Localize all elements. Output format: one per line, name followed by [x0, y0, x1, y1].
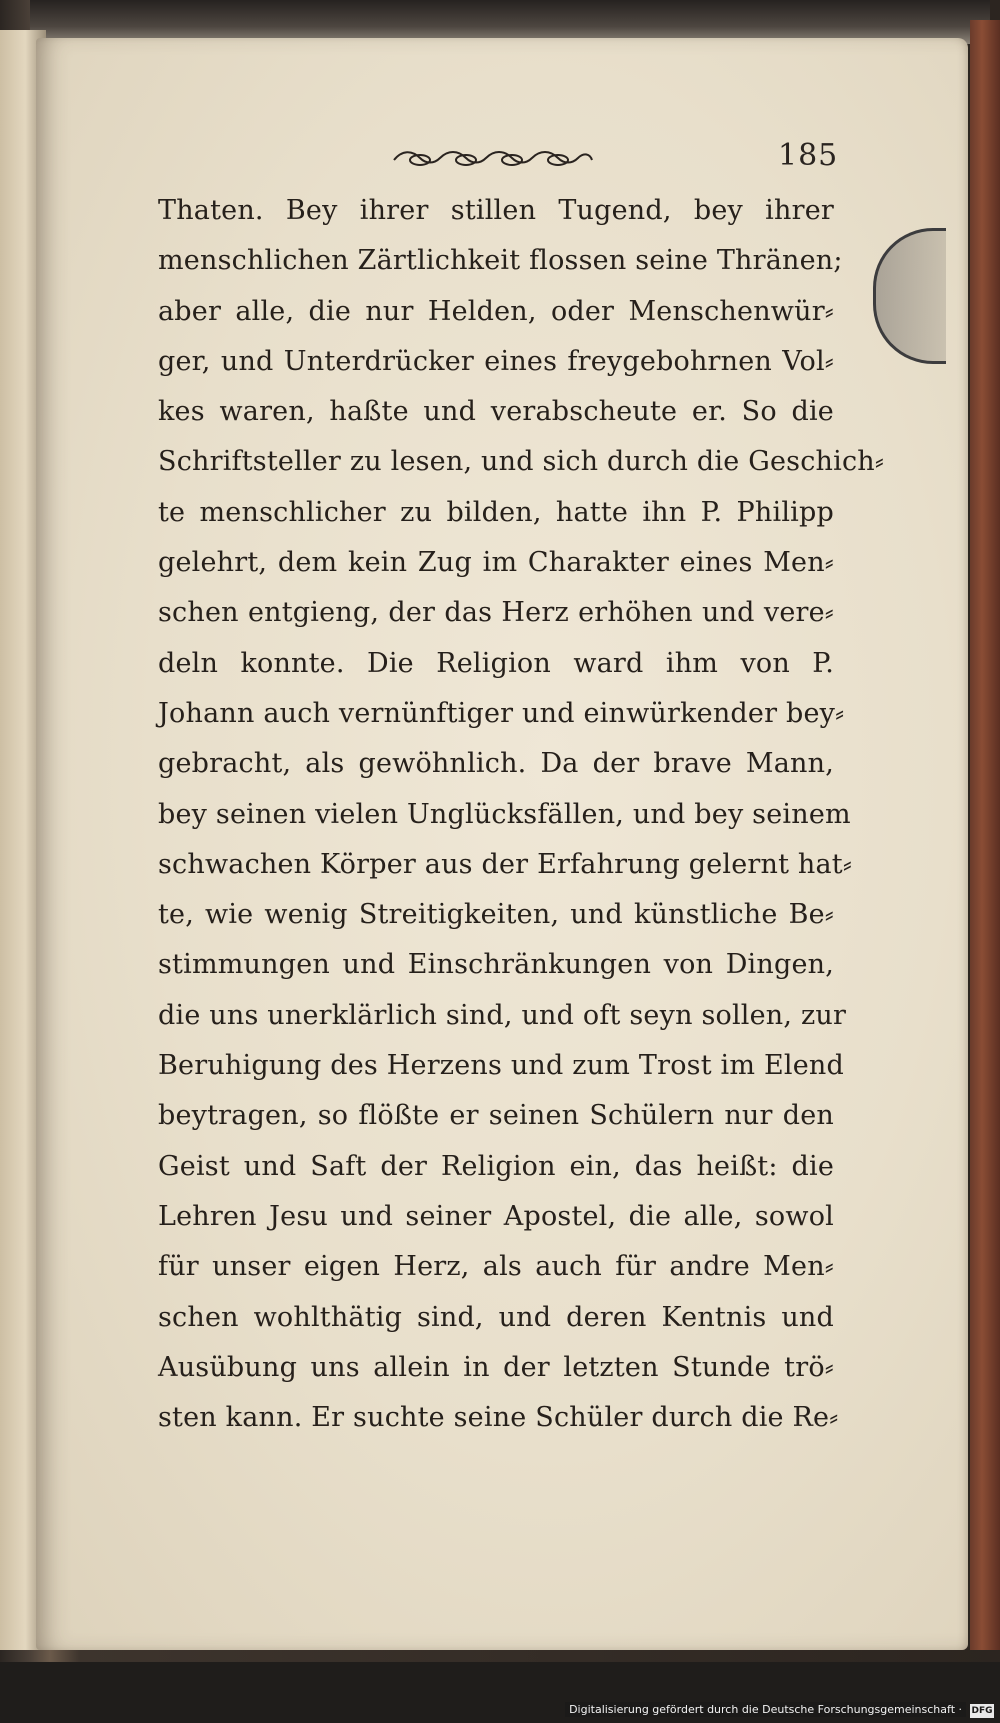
- text-line: gelehrt, dem kein Zug im Charakter eines Men⸗: [158, 547, 834, 579]
- text-line: beytragen, so flößte er seinen Schülern nur den: [158, 1100, 834, 1132]
- text-line: stimmungen und Einschränkungen von Dingen,: [158, 949, 834, 981]
- text-line: ger, und Unterdrücker eines freygebohrnen Vol⸗: [158, 345, 834, 377]
- book-cover-edge: [970, 20, 1000, 1650]
- text-line: deln konnte. Die Religion ward ihm von P.: [158, 647, 834, 679]
- text-line: aber alle, die nur Helden, oder Menschenwür⸗: [158, 295, 834, 327]
- text-line: Thaten. Bey ihrer stillen Tugend, bey ihrer: [158, 195, 834, 226]
- text-line: schen entgieng, der das Herz erhöhen und vere⸗: [158, 597, 834, 629]
- text-line: für unser eigen Herz, als auch für andre Men⸗: [158, 1251, 834, 1283]
- text-line: gebracht, als gewöhnlich. Da der brave Mann,: [158, 748, 834, 780]
- header-ornament: [390, 148, 596, 168]
- text-line: kes waren, haßte und verabscheute er. So die: [158, 396, 834, 428]
- text-line: bey seinen vielen Unglücksfällen, und bey seinem: [158, 798, 851, 830]
- text-line: te, wie wenig Streitigkeiten, und künstliche Be⸗: [158, 899, 834, 931]
- text-line: die uns unerklärlich sind, und oft seyn sollen, zur: [158, 999, 847, 1031]
- digitization-credit: Digitalisierung gefördert durch die Deutsche Forschungsgemeinschaft ·: [565, 1702, 966, 1717]
- footer-bar: [0, 1662, 1000, 1723]
- text-line: Lehren Jesu und seiner Apostel, die alle, sowol: [158, 1200, 834, 1232]
- text-line: Ausübung uns allein in der letzten Stunde trö⸗: [158, 1351, 834, 1383]
- text-line: schwachen Körper aus der Erfahrung gelernt hat⸗: [158, 848, 853, 880]
- text-line: sten kann. Er suchte seine Schüler durch die Re⸗: [158, 1402, 839, 1434]
- text-line: Johann auch vernünftiger und einwürkender bey⸗: [158, 697, 845, 729]
- dfg-logo: DFG: [971, 1706, 993, 1716]
- page-clip: [873, 228, 946, 364]
- body-text: [158, 186, 885, 1443]
- text-line: Beruhigung des Herzens und zum Trost im Elend: [158, 1050, 844, 1082]
- text-line: schen wohlthätig sind, und deren Kentnis und: [158, 1301, 834, 1333]
- text-line: Geist und Saft der Religion ein, das heißt: die: [158, 1150, 834, 1182]
- text-line: Schriftsteller zu lesen, und sich durch die Geschich⸗: [158, 446, 885, 478]
- page-number: 185: [778, 138, 839, 173]
- text-line: te menschlicher zu bilden, hatte ihn P. Philipp: [158, 496, 834, 528]
- text-line: menschlichen Zärtlichkeit flossen seine Thränen;: [158, 245, 843, 277]
